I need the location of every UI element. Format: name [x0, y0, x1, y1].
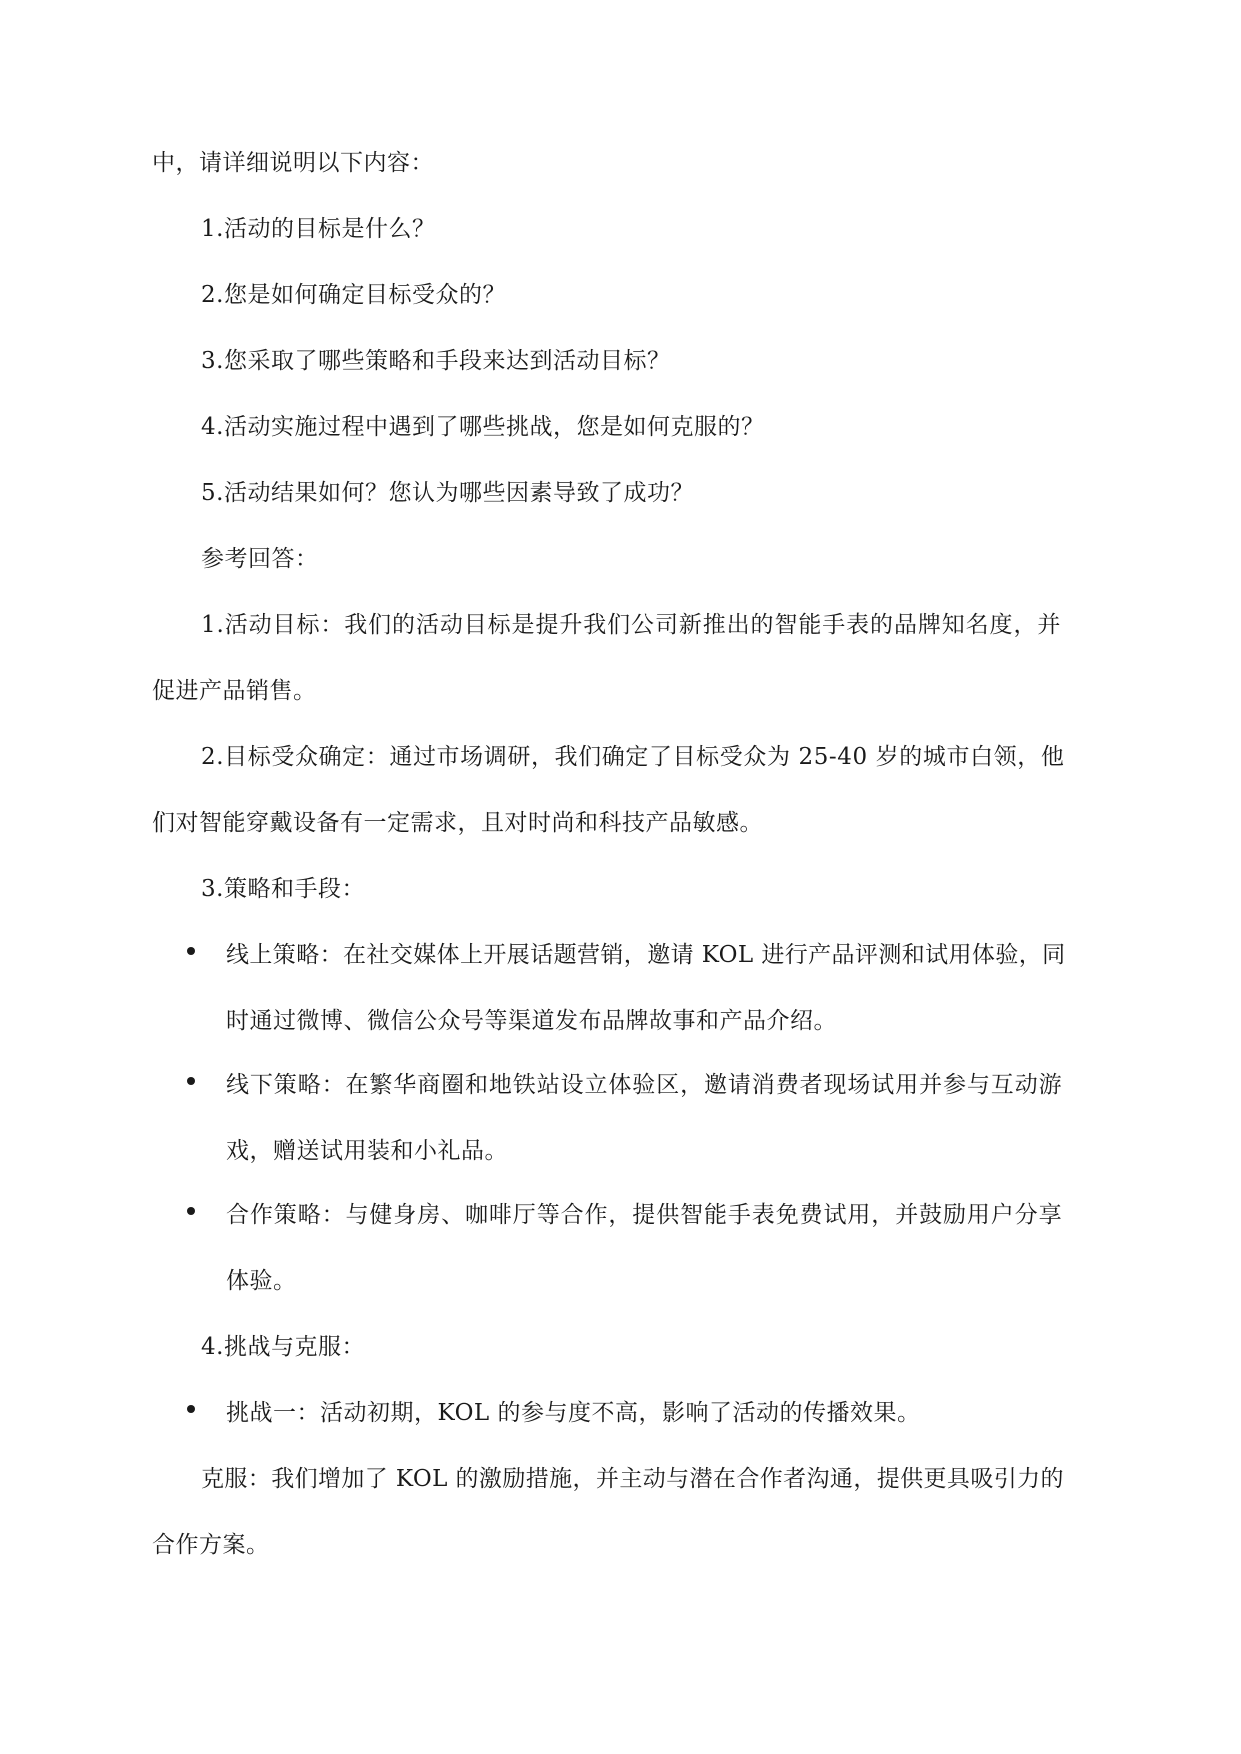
strategy-offline-line-1: 线下策略：在繁华商圈和地铁站设立体验区，邀请消费者现场试用并参与互动游 [226, 1072, 1063, 1098]
answer-1-line-2: 促进产品销售。 [152, 678, 317, 704]
answer-2-line-2: 们对智能穿戴设备有一定需求，且对时尚和科技产品敏感。 [152, 810, 763, 836]
answer-1-line-1: 1.活动目标：我们的活动目标是提升我们公司新推出的智能手表的品牌知名度，并 [201, 612, 1062, 638]
answer-4-heading: 4.挑战与克服： [201, 1334, 365, 1360]
strategy-offline-line-2: 戏，赠送试用装和小礼品。 [226, 1138, 508, 1164]
bullet-dot [187, 1077, 195, 1085]
overcome-line-2: 合作方案。 [152, 1532, 270, 1558]
overcome-line-1: 克服：我们增加了 KOL 的激励措施，并主动与潜在合作者沟通，提供更具吸引力的 [201, 1466, 1064, 1492]
question-5: 5.活动结果如何？您认为哪些因素导致了成功？ [201, 480, 694, 506]
strategy-online-line-1: 线上策略：在社交媒体上开展话题营销，邀请 KOL 进行产品评测和试用体验，同 [226, 942, 1066, 968]
strategy-online-line-2: 时通过微博、微信公众号等渠道发布品牌故事和产品介绍。 [226, 1008, 837, 1034]
strategy-partner-line-1: 合作策略：与健身房、咖啡厅等合作，提供智能手表免费试用，并鼓励用户分享 [226, 1202, 1063, 1228]
strategy-partner-line-2: 体验。 [226, 1268, 297, 1294]
question-2: 2.您是如何确定目标受众的？ [201, 282, 506, 308]
challenge-1: 挑战一：活动初期，KOL 的参与度不高，影响了活动的传播效果。 [226, 1400, 921, 1426]
intro-text: 中，请详细说明以下内容： [152, 150, 434, 176]
bullet-dot [187, 1207, 195, 1215]
answer-2-line-1: 2.目标受众确定：通过市场调研，我们确定了目标受众为 25-40 岁的城市白领，他 [201, 744, 1065, 770]
question-3: 3.您采取了哪些策略和手段来达到活动目标？ [201, 348, 671, 374]
bullet-dot [187, 1405, 195, 1413]
question-1: 1.活动的目标是什么？ [201, 216, 436, 242]
bullet-dot [187, 947, 195, 955]
answer-heading: 参考回答： [201, 546, 319, 572]
question-4: 4.活动实施过程中遇到了哪些挑战，您是如何克服的？ [201, 414, 765, 440]
answer-3-heading: 3.策略和手段： [201, 876, 365, 902]
